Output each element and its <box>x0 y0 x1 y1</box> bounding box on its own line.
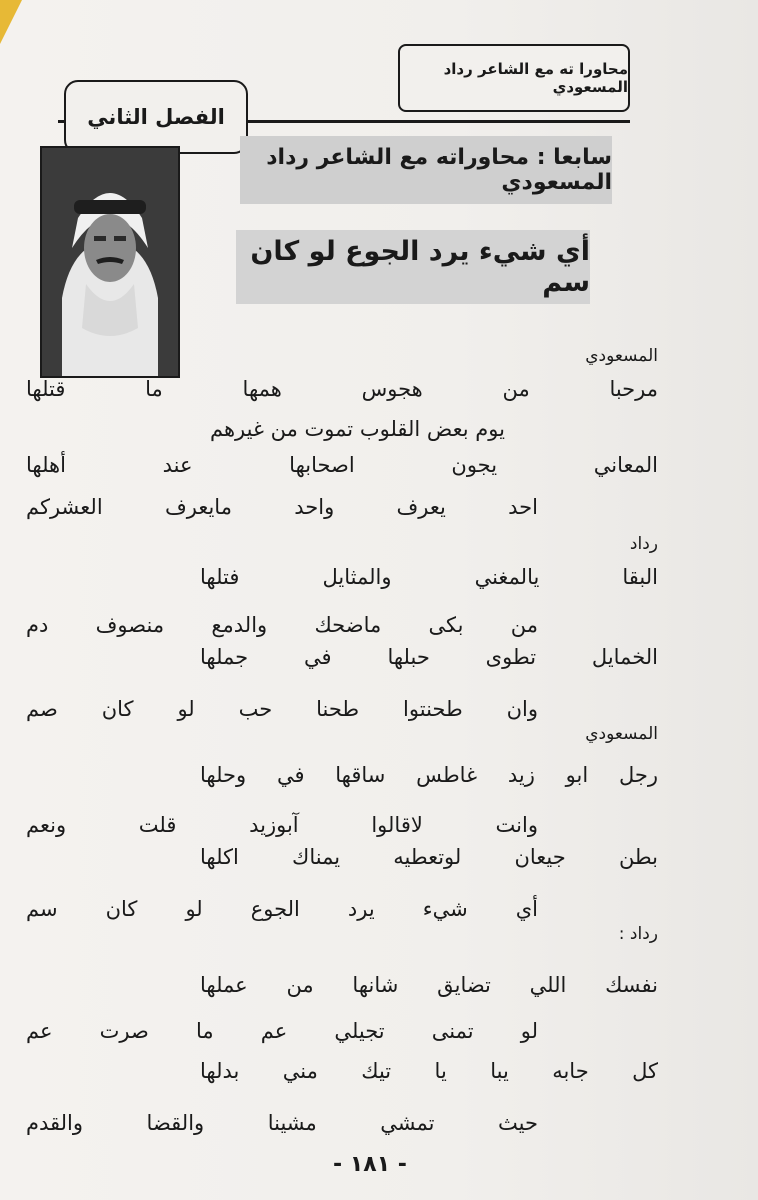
verse-line: يوم بعض القلوب تموت من غيرهم <box>210 417 505 441</box>
verse-line: مرحبا من هجوس همها ما قتلها <box>26 377 658 401</box>
speaker-label: رداد <box>629 534 658 554</box>
verse-line: كل جابه يبا يا تيك مني بدلها <box>200 1059 658 1083</box>
verse-line: الخمايل تطوى حبلها في جملها <box>200 645 658 669</box>
verse-line: رجل ابو زيد غاطس ساقها في وحلها <box>200 763 658 787</box>
verse-line: من بكى ماضحك والدمع منصوف دم <box>26 613 538 637</box>
running-title: محاورا ته مع الشاعر رداد المسعودي <box>398 44 630 112</box>
page-corner-mark <box>0 0 22 44</box>
portrait-image <box>42 148 178 376</box>
speaker-label: المسعودي <box>585 724 658 744</box>
verse-line: أي شيء يرد الجوع لو كان سم <box>26 897 538 921</box>
verse-line: المعاني يجون اصحابها عند أهلها <box>26 453 658 477</box>
verse-line: احد يعرف واحد مايعرف العشركم <box>26 495 538 519</box>
chapter-label: الفصل الثاني <box>64 80 248 154</box>
verse-line: البقا يالمغني والمثايل فتلها <box>200 565 658 589</box>
speaker-label: رداد : <box>618 924 658 944</box>
page-number: - ١٨١ - <box>333 1152 407 1177</box>
section-title: سابعا : محاوراته مع الشاعر رداد المسعودي <box>240 136 612 204</box>
speaker-label: المسعودي <box>585 346 658 366</box>
verse-line: بطن جيعان لوتعطيه يمناك اكلها <box>200 845 658 869</box>
poem-title: أي شيء يرد الجوع لو كان سم <box>236 230 590 304</box>
verse-line: نفسك اللي تضايق شانها من عملها <box>200 973 658 997</box>
poet-portrait <box>40 146 180 378</box>
verse-line: وان طحنتوا طحنا حب لو كان صم <box>26 697 538 721</box>
verse-line: لو تمنى تجيلي عم ما صرت عم <box>26 1019 538 1043</box>
verse-line: حيث تمشي مشينا والقضا والقدم <box>26 1111 538 1135</box>
verse-line: وانت لاقالوا آبوزيد قلت ونعم <box>26 813 538 837</box>
